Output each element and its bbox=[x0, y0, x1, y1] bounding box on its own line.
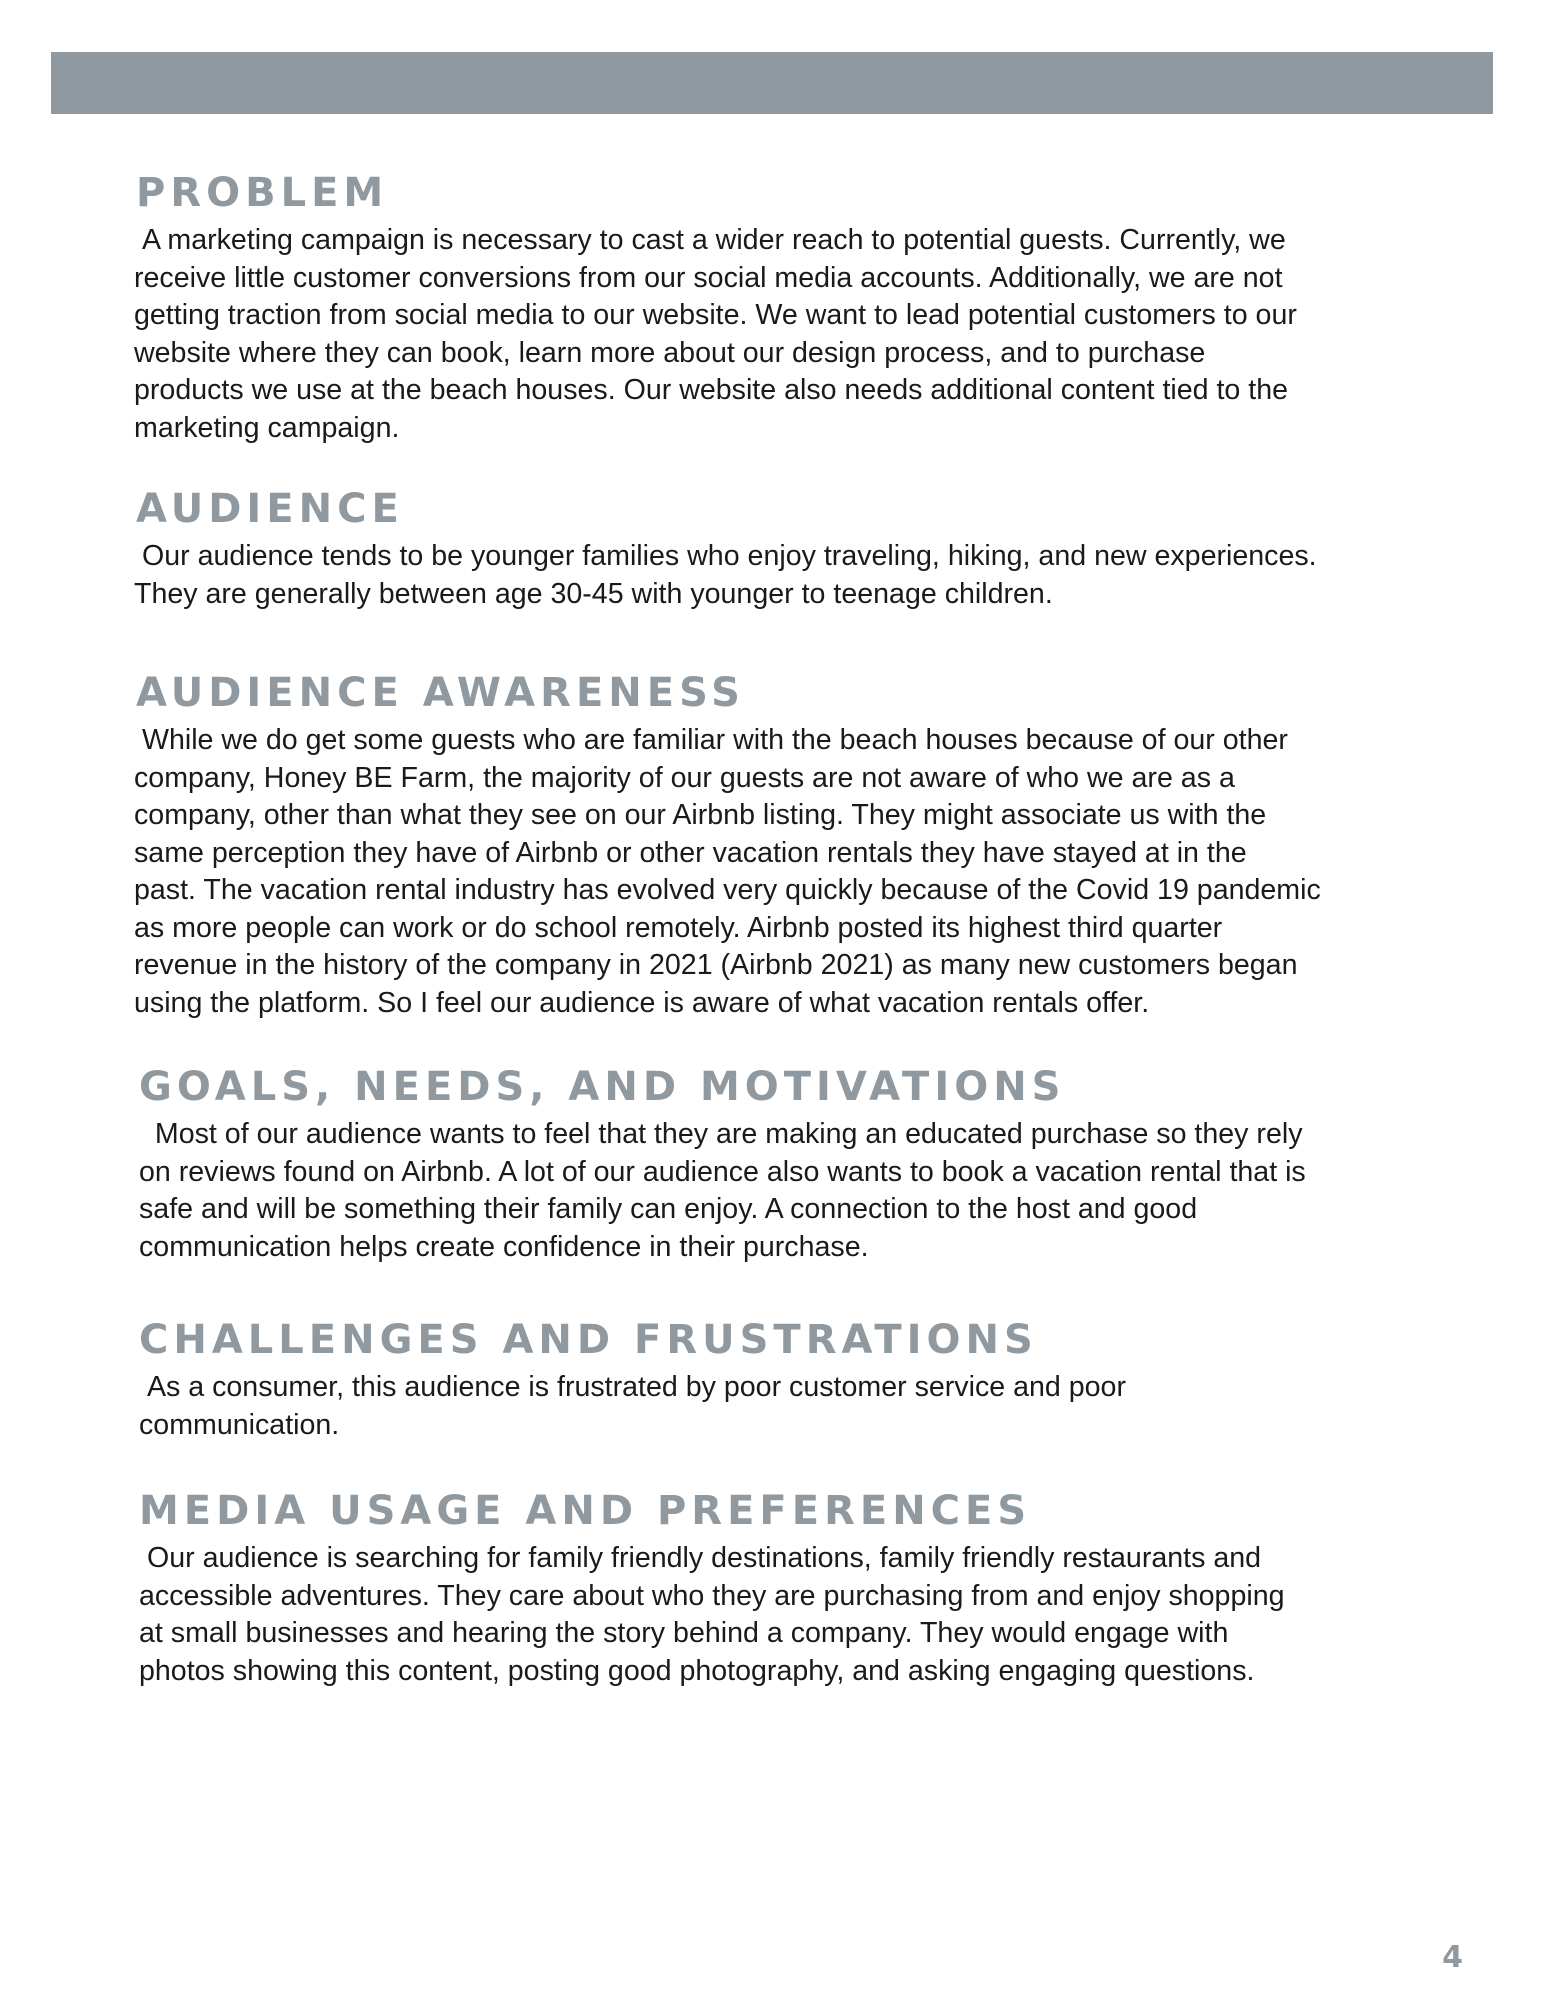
section-challenges-frustrations bbox=[139, 1315, 1459, 1444]
section-body: As a consumer, this audience is frustrated by poor customer service and poor communication. bbox=[139, 1371, 1126, 1441]
section-audience-awareness bbox=[136, 668, 1456, 1022]
page-number: 4 bbox=[1442, 1940, 1463, 1975]
section-heading: CHALLENGES AND FRUSTRATIONS bbox=[139, 1317, 1038, 1363]
header-bar bbox=[51, 52, 1493, 114]
section-problem bbox=[136, 168, 1456, 447]
section-body: A marketing campaign is necessary to cast a wider reach to potential guests. Currently, we receive little customer conversions from our social media accounts. Additionally, we are not getting traction from social media to our website. We want to lead potential customers to our website where they can book, learn more about our design process, and to purchase products we use at the beach houses. Our website also needs additional content tied to the marketing campaign. bbox=[134, 224, 1297, 444]
section-audience bbox=[136, 484, 1456, 613]
section-heading: PROBLEM bbox=[136, 170, 389, 216]
section-body: While we do get some guests who are familiar with the beach houses because of our other company, Honey BE Farm, the majority of our guests are not aware of who we are as a company, other than what they see on our Airbnb listing. They might associate us with the same perception they have of Airbnb or other vacation rentals they have stayed at in the past. The vacation rental industry has evolved very quickly because of the Covid 19 pandemic as more people can work or do school remotely. Airbnb posted its highest third quarter revenue in the history of the company in 2021 (Airbnb 2021) as many new customers began using the platform. So I feel our audience is aware of what vacation rentals offer. bbox=[134, 724, 1321, 1019]
section-heading: MEDIA USAGE AND PREFERENCES bbox=[139, 1488, 1032, 1534]
section-media-usage-preferences bbox=[139, 1486, 1459, 1690]
section-goals-needs-motivations bbox=[139, 1062, 1459, 1266]
section-body: Most of our audience wants to feel that they are making an educated purchase so they rely on reviews found on Airbnb. A lot of our audience also wants to book a vacation rental that is safe and will be something their family can enjoy. A connection to the host and good communication helps create confidence in their purchase. bbox=[139, 1118, 1306, 1263]
section-heading: GOALS, NEEDS, AND MOTIVATIONS bbox=[139, 1064, 1066, 1110]
section-heading: AUDIENCE bbox=[136, 486, 404, 532]
section-heading: AUDIENCE AWARENESS bbox=[136, 670, 745, 716]
section-body: Our audience is searching for family friendly destinations, family friendly restaurants and accessible adventures. They care about who they are purchasing from and enjoy shopping at small businesses and hearing the story behind a company. They would engage with photos showing this content, posting good photography, and asking engaging questions. bbox=[139, 1542, 1285, 1687]
section-body: Our audience tends to be younger families who enjoy traveling, hiking, and new experiences. They are generally between age 30-45 with younger to teenage children. bbox=[134, 540, 1317, 610]
